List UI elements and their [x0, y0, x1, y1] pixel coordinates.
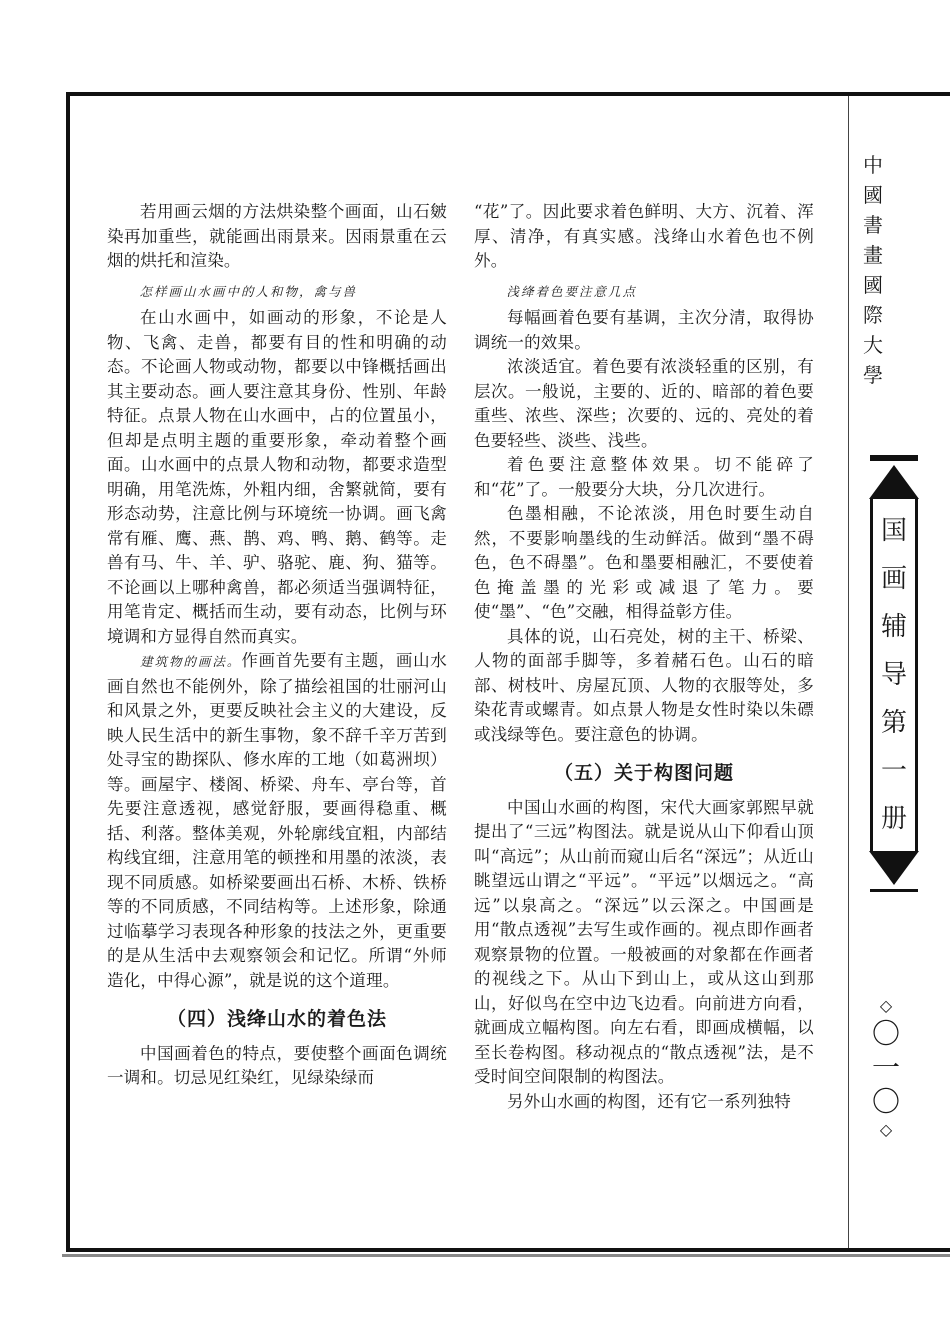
right-paragraph-2: 每幅画着色要有基调，主次分清，取得协调统一的效果。	[474, 308, 814, 352]
right-subheading-1: 浅绛着色要注意几点	[506, 283, 638, 299]
title-top-cap	[869, 465, 919, 499]
title-char: 册	[880, 804, 907, 834]
school-char: 國	[863, 273, 883, 297]
school-char: 大	[863, 333, 883, 357]
school-char: 書	[863, 213, 883, 237]
book-title-vertical	[870, 499, 918, 851]
right-paragraph-1: “花”了。因此要求着色鲜明、大方、沉着、浑厚、清净，有真实感。浅绛山水着色也不例外。	[474, 202, 814, 270]
title-bottom-bar	[870, 889, 918, 892]
right-column	[474, 200, 814, 1114]
diamond-icon: ◇	[879, 1120, 893, 1139]
right-paragraph-3: 浓淡适宜。着色要有浓淡轻重的区别，有层次。一般说，主要的、近的、暗部的着色要重些、浓些、深些；次要的、远的、亮处的着色要轻些、淡些、浅些。	[474, 357, 814, 450]
title-top-bar	[870, 455, 918, 461]
left-paragraph-3-body: 作画首先要有主题，画山水画自然也不能例外，除了描绘祖国的壮丽河山和风景之外，更要反映社会主义的大建设，反映人民生活中的新生事物，象不辞千辛万苦到处寻宝的勘探队、修水库的工地（如葛洲坝）等。画屋宇、楼阁、桥梁、舟车、亭台等，首先要注意透视，感觉舒服，要画得稳重、概括、利落。整体美观，外轮廓线宜粗，内部结构线宜细，注意用笔的顿挫和用墨的浓淡，表现不同质感。如桥梁要画出石桥、木桥、铁桥等的不同质感，不同结构等。上述形象，除通过临摹学习表现各种形象的技法之外，更重要的是从生活中去观察领会和记忆。所谓“外师造化，中得心源”，就是说的这个道理。	[107, 651, 447, 990]
right-paragraph-7: 中国山水画的构图，宋代大画家郭熙早就提出了“三远”构图法。就是说从山下仰看山顶叫“高远”；从山前而窥山后名“深远”；从近山眺望远山谓之“平远”。“平远”以烟远之。“高远”以泉高之。“深远”以云深之。中国画是用“散点透视”去写生或作画的。视点即作画者观察景物的位置。一般被画的对象都在作画者的视线之下。从山下到山上，或从这山到那山，好似鸟在空中边飞边看。向前进方向看，就画成立幅构图。向左右看，即画成横幅，以至长卷构图。移动视点的“散点透视”法，是不受时间空间限制的构图法。	[474, 797, 814, 1086]
right-paragraph-8: 另外山水画的构图，还有它一系列独特	[507, 1091, 791, 1111]
school-char: 中	[863, 153, 883, 177]
school-char: 際	[863, 303, 883, 327]
left-paragraph-4: 中国画着色的特点，要使整个画面色调统一调和。切忌见红染红，见绿染绿而	[107, 1043, 447, 1087]
page-digit: 一	[871, 1051, 900, 1084]
title-char: 辅	[880, 612, 907, 642]
left-paragraph-2: 在山水画中，如画动的形象，不论是人物、飞禽、走兽，都要有目的性和明确的动态。不论画人物或动物，都要以中锋概括画出其主要动态。画人要注意其身份、性别、年龄特征。点景人物在山水画中，占的位置虽小，但却是点明主题的重要形象，牵动着整个画面。山水画中的点景人物和动物，都要求造型明确，用笔洗炼，外粗内细，舍繁就简，要有形态动势，注意比例与环境统一协调。画飞禽常有雁、鹰、燕、鹊、鸡、鸭、鹅、鹤等。走兽有马、牛、羊、驴、骆驼、鹿、狗、猫等。不论画以上哪种禽兽，都必须适当强调特征，用笔肯定、概括而生动，要有动态，比例与环境调和方显得自然而真实。	[107, 308, 447, 646]
title-bottom-cap	[869, 851, 919, 885]
page-digit: 〇	[871, 1017, 900, 1050]
section-heading-5: （五）关于构图问题	[553, 762, 734, 784]
left-paragraph-1: 若用画云烟的方法烘染整个画面，山石皴染再加重些，就能画出雨景来。因雨景重在云烟的烘托和渲染。	[107, 202, 447, 270]
title-char: 第	[880, 708, 907, 738]
right-paragraph-4: 着色要注意整体效果。切不能碎了和“花”了。一般要分大块，分几次进行。	[474, 455, 814, 499]
school-char: 國	[863, 183, 883, 207]
title-char: 画	[880, 564, 907, 594]
frame-shadow	[62, 1254, 950, 1257]
school-char: 學	[863, 363, 883, 387]
book-title-block	[868, 455, 920, 896]
left-subheading-1: 怎样画山水画中的人和物，禽与兽	[139, 283, 358, 299]
right-paragraph-5: 色墨相融，不论浓淡，用色时要生动自然，不要影响墨线的生动鲜活。做到“墨不碍色，色不碍墨”。色和墨要相融汇，不要使着色掩盖墨的光彩或减退了笔力。要使“墨”、“色”交融，相得益彰方佳。	[474, 504, 814, 621]
sidebar-divider	[848, 96, 849, 1248]
title-char: 一	[880, 756, 907, 786]
title-char: 国	[880, 516, 907, 546]
left-paragraph-3	[107, 649, 447, 993]
school-name-vertical	[857, 150, 889, 390]
right-paragraph-6: 具体的说，山石亮处，树的主干、桥梁、人物的面部手脚等，多着赭石色。山石的暗部、树枝叶、房屋瓦顶、人物的衣服等处，多染花青或螺青。如点景人物是女性时染以朱磦或浅绿等色。要注意色的协调。	[474, 626, 814, 744]
left-paragraph-3-lead: 建筑物的画法。	[140, 654, 242, 669]
school-char: 畫	[863, 243, 883, 267]
section-heading-4: （四）浅绛山水的着色法	[166, 1008, 387, 1030]
page-digit: 〇	[871, 1085, 900, 1118]
left-column	[107, 200, 447, 1091]
diamond-icon: ◇	[879, 996, 893, 1015]
page-number-vertical	[866, 995, 906, 1141]
title-char: 导	[880, 660, 907, 690]
